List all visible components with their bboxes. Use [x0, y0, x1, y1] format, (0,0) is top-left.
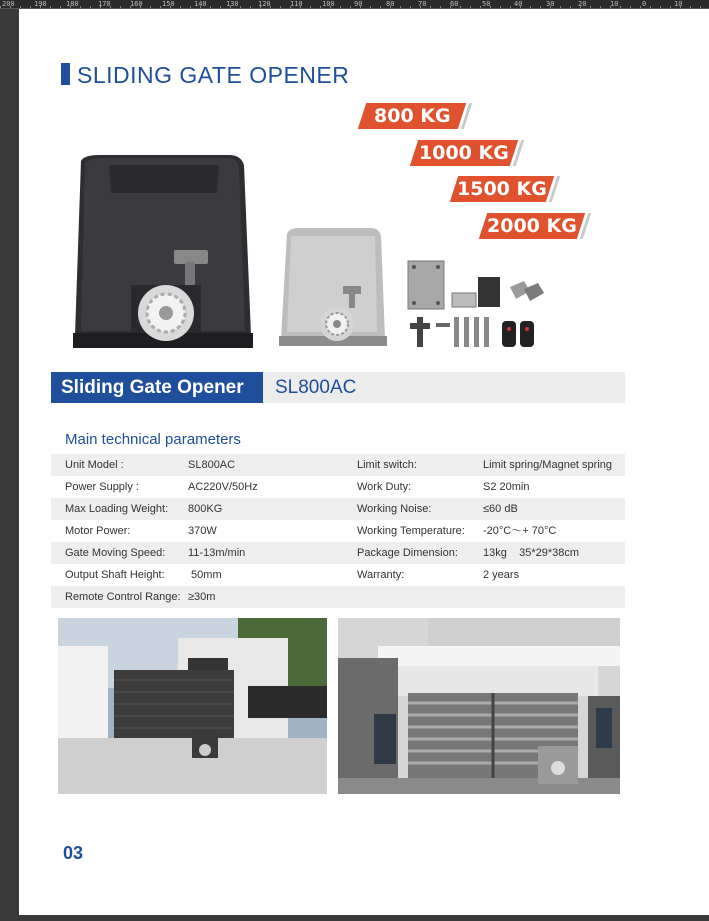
param-label: Work Duty:: [357, 481, 412, 493]
accessories-image: [406, 259, 556, 354]
param-value: 11-13m/min: [188, 547, 246, 559]
ruler-label: 40: [514, 0, 523, 8]
capacity-tag: 2000 KG: [479, 213, 585, 239]
ruler-label: 140: [194, 0, 207, 8]
param-label: Max Loading Weight:: [65, 503, 169, 515]
capacity-tag: 800 KG: [358, 103, 466, 129]
motor-small-image: [279, 228, 387, 348]
param-value: SL800AC: [188, 459, 236, 471]
table-row: [51, 564, 625, 586]
ruler-label: 60: [450, 0, 459, 8]
param-label: Limit switch:: [357, 459, 417, 471]
ruler-label: 100: [322, 0, 335, 8]
ruler-label: 10: [674, 0, 683, 8]
ruler-label: 70: [418, 0, 427, 8]
model-name: Sliding Gate Opener: [51, 372, 263, 403]
param-label: Package Dimension:: [357, 547, 458, 559]
page-title: SLIDING GATE OPENER: [77, 62, 350, 88]
title-accent-bar: [61, 63, 70, 85]
param-label: Working Temperature:: [357, 525, 465, 537]
param-label: Power Supply :: [65, 481, 139, 493]
ruler-label: 30: [546, 0, 555, 8]
ruler-label: 190: [34, 0, 47, 8]
installation-photo-2: [338, 618, 620, 794]
ruler-label: 200: [2, 0, 15, 8]
param-value: AC220V/50Hz: [188, 481, 258, 493]
param-value: 50mm: [188, 569, 222, 581]
param-value: S2 20min: [483, 481, 530, 493]
page-number: 03: [63, 843, 84, 863]
table-row: [51, 454, 625, 476]
table-row: [51, 498, 625, 520]
table-row: [51, 586, 625, 608]
param-value: 13kg 35*29*38cm: [483, 547, 580, 559]
ruler-label: 150: [162, 0, 175, 8]
params-title: Main technical parameters: [65, 431, 241, 448]
param-value: 2 years: [483, 569, 520, 581]
ruler-label: 160: [130, 0, 143, 8]
document-page: [19, 9, 709, 915]
capacity-tag: 1500 KG: [450, 176, 554, 202]
param-value: Limit spring/Magnet spring: [483, 459, 613, 471]
param-label: Output Shaft Height:: [65, 569, 165, 581]
param-value: 370W: [188, 525, 217, 537]
ruler-label: 50: [482, 0, 491, 8]
param-label: Working Noise:: [357, 503, 432, 515]
ruler-label: 120: [258, 0, 271, 8]
table-row: [51, 476, 625, 498]
ruler-labels: [0, 0, 709, 9]
model-code: SL800AC: [275, 377, 357, 398]
param-label: Warranty:: [357, 569, 405, 581]
ruler-label: 0: [642, 0, 647, 8]
ruler-label: 10: [610, 0, 619, 8]
installation-photo-1: [58, 618, 327, 794]
ruler-label: 180: [66, 0, 79, 8]
param-value: ≥30m: [188, 591, 216, 603]
ruler-label: 80: [386, 0, 395, 8]
param-label: Unit Model :: [65, 459, 124, 471]
table-row: [51, 542, 625, 564]
ruler-label: 110: [290, 0, 303, 8]
param-value: 800KG: [188, 503, 223, 515]
param-label: Motor Power:: [65, 525, 131, 537]
param-label: Remote Control Range:: [65, 591, 181, 603]
table-row: [51, 520, 625, 542]
ruler-label: 170: [98, 0, 111, 8]
ruler-label: 130: [226, 0, 239, 8]
param-value: -20°C～+ 70°C: [483, 525, 557, 537]
params-table: [51, 454, 625, 608]
param-value: ≤60 dB: [483, 503, 518, 515]
motor-large-image: [69, 155, 255, 350]
param-label: Gate Moving Speed:: [65, 547, 166, 559]
ruler-label: 90: [354, 0, 363, 8]
ruler-label: 20: [578, 0, 587, 8]
capacity-tag: 1000 KG: [410, 140, 518, 166]
